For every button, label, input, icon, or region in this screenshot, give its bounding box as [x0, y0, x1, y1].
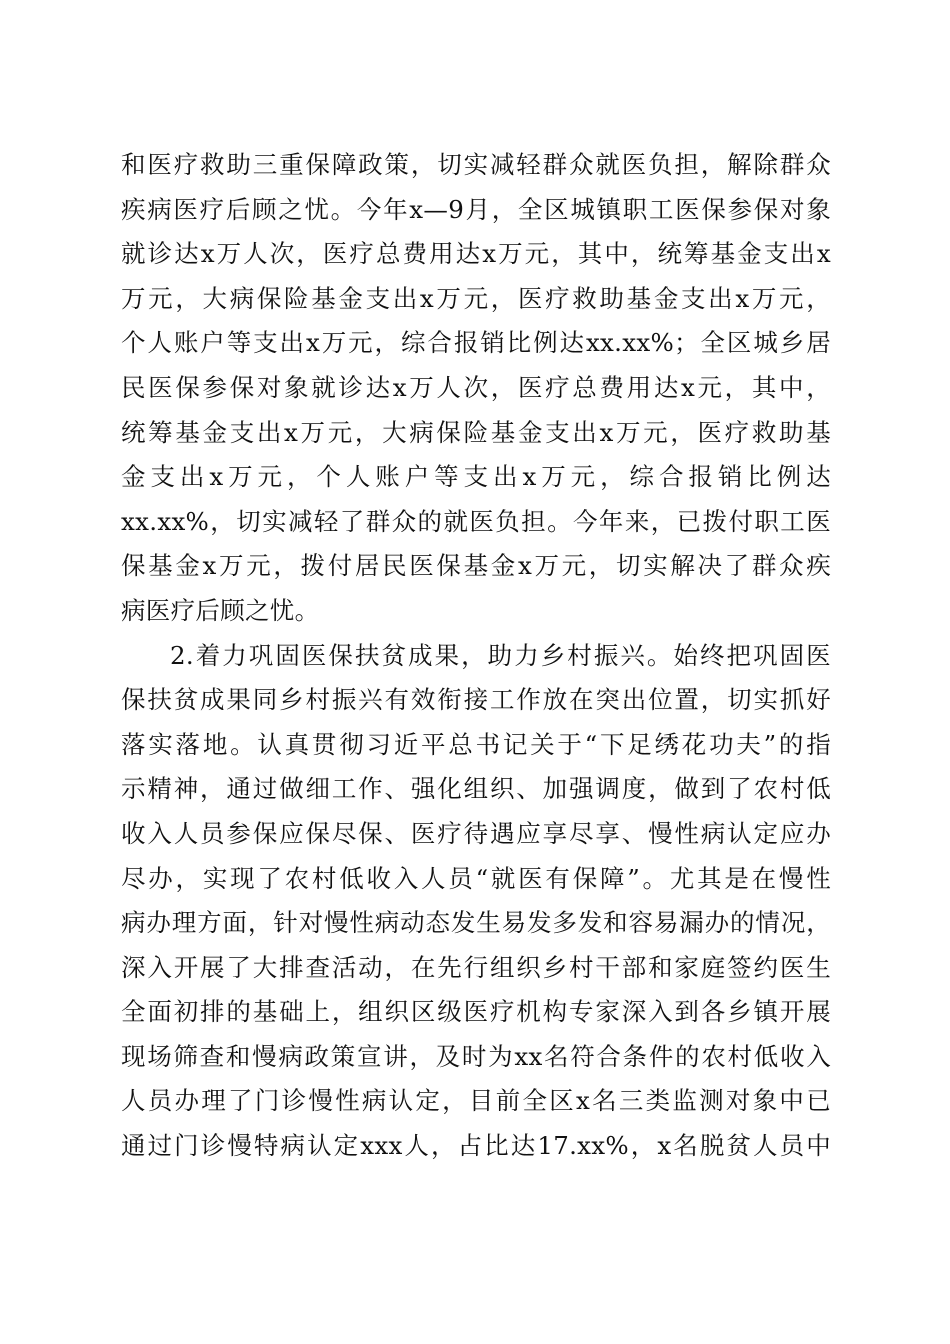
paragraph-line: 收入人员参保应保尽保、医疗待遇应享尽享、慢性病认定应办: [121, 818, 831, 848]
paragraph-line: 尽办，实现了农村低收入人员“就医有保障”。尤其是在慢性: [121, 863, 831, 893]
paragraph-line: 统筹基金支出x万元，大病保险基金支出x万元，医疗救助基: [121, 417, 831, 447]
paragraph-line: 保基金x万元，拨付居民医保基金x万元，切实解决了群众疾: [121, 551, 831, 581]
paragraph-line: 全面初排的基础上，组织区级医疗机构专家深入到各乡镇开展: [121, 997, 831, 1027]
paragraph-line: 2.着力巩固医保扶贫成果，助力乡村振兴。始终把巩固医: [170, 640, 831, 670]
paragraph-line: 深入开展了大排查活动，在先行组织乡村干部和家庭签约医生: [121, 952, 831, 982]
paragraph-line: 个人账户等支出x万元，综合报销比例达xx.xx%；全区城乡居: [121, 328, 831, 358]
paragraph-2: [121, 634, 831, 1169]
paragraph-line: 金支出x万元，个人账户等支出x万元，综合报销比例达: [121, 462, 831, 492]
document-body: [121, 143, 831, 1169]
paragraph-line: 示精神，通过做细工作、强化组织、加强调度，做到了农村低: [121, 774, 831, 804]
paragraph-line: 疾病医疗后顾之忧。今年x—9月，全区城镇职工医保参保对象: [121, 194, 831, 224]
paragraph-line: 就诊达x万人次，医疗总费用达x万元，其中，统筹基金支出x: [121, 239, 831, 269]
paragraph-line: 人员办理了门诊慢性病认定，目前全区x名三类监测对象中已: [121, 1086, 831, 1116]
paragraph-line: 病办理方面，针对慢性病动态发生易发多发和容易漏办的情况，: [121, 908, 831, 938]
paragraph-line: 通过门诊慢特病认定xxx人，占比达17.xx%，x名脱贫人员中: [121, 1131, 831, 1161]
paragraph-1: [121, 143, 831, 634]
paragraph-line: 万元，大病保险基金支出x万元，医疗救助基金支出x万元，: [121, 283, 831, 313]
paragraph-line: 病医疗后顾之忧。: [121, 595, 320, 625]
paragraph-line: 落实落地。认真贯彻习近平总书记关于“下足绣花功夫”的指: [121, 729, 831, 759]
paragraph-line: 现场筛查和慢病政策宣讲，及时为xx名符合条件的农村低收入: [121, 1041, 831, 1071]
paragraph-line: 和医疗救助三重保障政策，切实减轻群众就医负担，解除群众: [121, 150, 831, 179]
paragraph-line: 民医保参保对象就诊达x万人次，医疗总费用达x元，其中，: [121, 372, 831, 402]
paragraph-line: xx.xx%，切实减轻了群众的就医负担。今年来，已拨付职工医: [121, 506, 831, 536]
paragraph-line: 保扶贫成果同乡村振兴有效衔接工作放在突出位置，切实抓好: [121, 685, 831, 715]
